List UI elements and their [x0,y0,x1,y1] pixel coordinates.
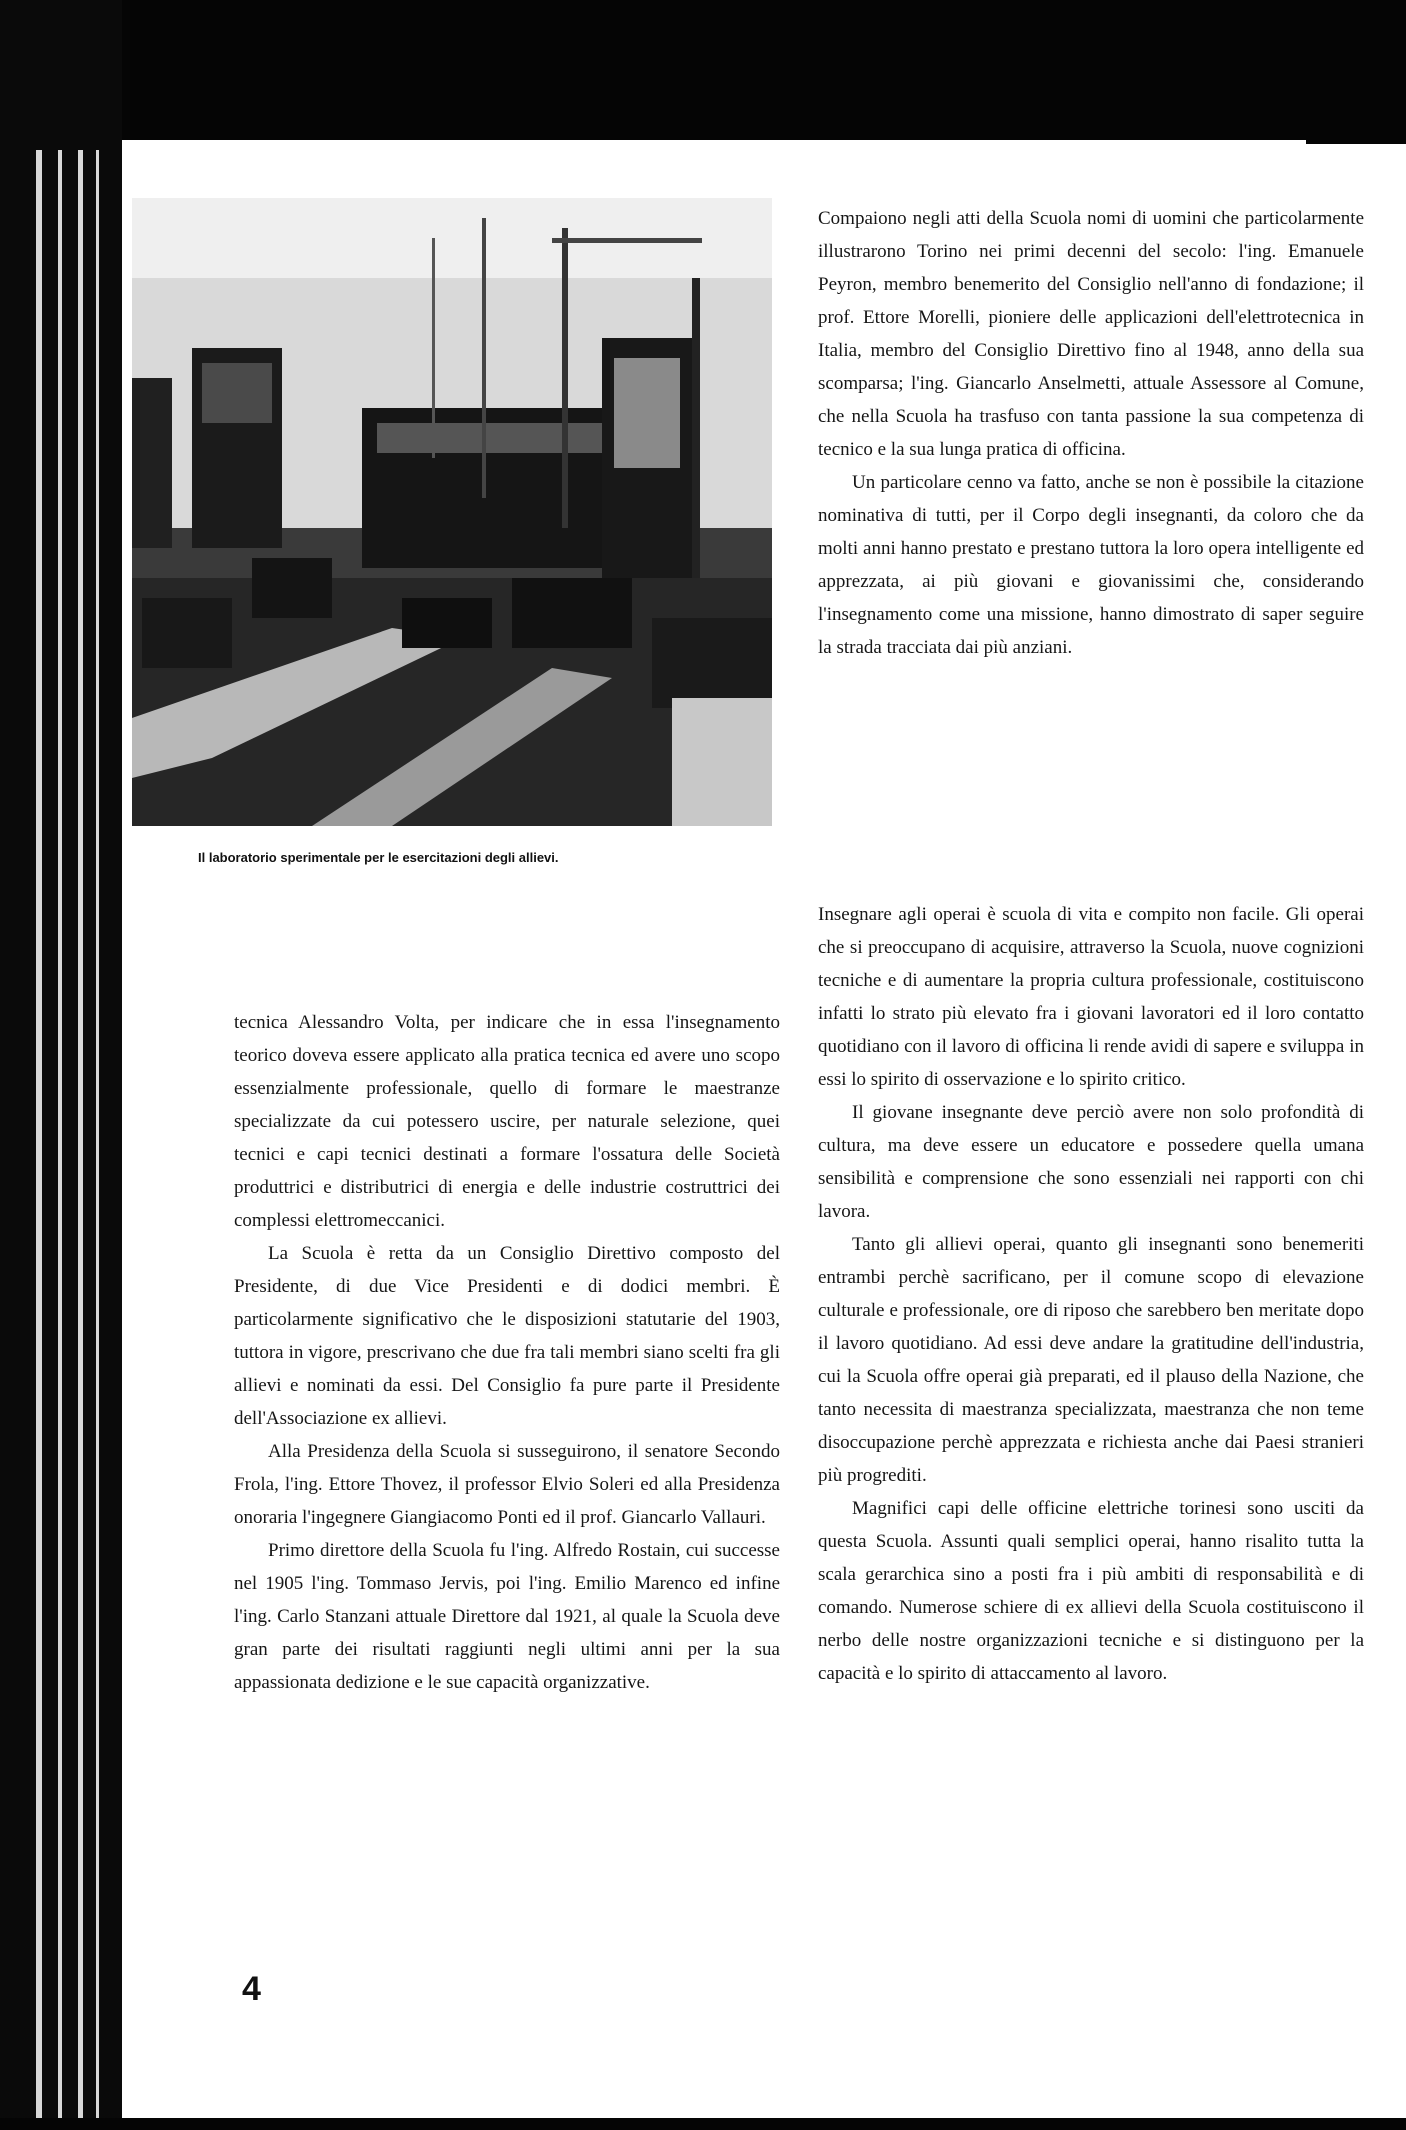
paragraph: La Scuola è retta da un Consiglio Direttivo composto del Presidente, di due Vice Presidenti e di dodici membri. È particolarmente significativo che le disposizioni statutarie del 1903, tuttora in vigore, prescrivano che due fra tali membri siano scelti fra gli allievi e nominati da essi. Del Consiglio fa pure parte il Presidente dell'Associazione ex allievi. [234,1243,780,1429]
paragraph: Compaiono negli atti della Scuola nomi di uomini che particolarmente illustrarono Torino nei primi decenni del secolo: l'ing. Emanuele Peyron, membro benemerito del Consiglio nell'anno di fondazione; il prof. Ettore Morelli, pioniere delle applicazioni dell'elettrotecnica in Italia, membro del Consiglio Direttivo fino al 1948, anno della sua scomparsa; l'ing. Giancarlo Anselmetti, attuale Assessore al Comune, che nella Scuola ha trasfuso con tanta passione la sua competenza di tecnico e la sua lunga pratica di officina. [818,208,1364,460]
paragraph: Il giovane insegnante deve perciò avere non solo profondità di cultura, ma deve essere un educatore e possedere quella umana sensibilità e comprensione che sono essenziali nei rapporti con chi lavora. [818,1102,1364,1222]
page-number: 4 [242,1970,261,2008]
paragraph: Un particolare cenno va fatto, anche se non è possibile la citazione nominativa di tutti, per il Corpo degli insegnanti, da coloro che da molti anni hanno prestato e prestano tuttora la loro opera intelligente ed apprezzata, ai più giovani e giovanissimi che, considerando l'insegnamento come una missione, hanno dimostrato di saper seguire la strada tracciata dai più anziani. [818,472,1364,658]
paragraph: Primo direttore della Scuola fu l'ing. Alfredo Rostain, cui successe nel 1905 l'ing. Tommaso Jervis, poi l'ing. Emilio Marenco ed infine l'ing. Carlo Stanzani attuale Direttore dal 1921, al quale la Scuola deve gran parte dei risultati raggiunti negli ultimi anni per la sua appassionata dedizione e le sue capacità organizzative. [234,1540,780,1693]
paragraph: Insegnare agli operai è scuola di vita e compito non facile. Gli operai che si preoccupano di acquisire, attraverso la Scuola, nuove cognizioni tecniche e di aumentare la propria cultura professionale, costituiscono infatti lo strato più elevato fra i giovani lavoratori ed il loro contatto quotidiano con il lavoro di officina li rende avidi di sapere e sviluppa in essi lo spirito di osservazione e lo spirito critico. [818,904,1364,1090]
right-column-top [818,202,1364,664]
laboratory-photo [132,198,772,826]
paragraph: tecnica Alessandro Volta, per indicare che in essa l'insegnamento teorico doveva essere applicato alla pratica tecnica ed avere uno scopo essenzialmente professionale, quello di formare le maestranze specializzate da cui potessero uscire, per naturale selezione, quei tecnici e capi tecnici destinati a formare l'ossatura delle Società produttrici e distributrici di energia e delle industrie costruttrici dei complessi elettromeccanici. [234,1012,780,1231]
left-column-bottom [234,1006,780,1699]
paragraph: Tanto gli allievi operai, quanto gli insegnanti sono benemeriti entrambi perchè sacrificano, per il comune scopo di elevazione culturale e professionale, ore di riposo che sarebbero ben meritate dopo il lavoro quotidiano. Ad essi deve andare la gratitudine dell'industria, cui la Scuola offre operai già preparati, ed il plauso della Nazione, che tanto necessita di maestranza specializzata, maestranza che non teme disoccupazione perchè apprezzata e richiesta anche dai Paesi stranieri più progrediti. [818,1234,1364,1486]
scan-border-left [0,0,122,2130]
paragraph: Magnifici capi delle officine elettriche torinesi sono usciti da questa Scuola. Assunti quali semplici operai, hanno risalito tutta la scala gerarchica sino a posti fra i più ambiti di responsabilità e di comando. Numerose schiere di ex allievi della Scuola costituiscono il nerbo delle nostre organizzazioni tecniche e si distinguono per la capacità e lo spirito di attaccamento al lavoro. [818,1498,1364,1684]
document-page [122,150,1406,2118]
photo-caption: Il laboratorio sperimentale per le esercitazioni degli allievi. [198,850,559,865]
laboratory-photo-drawing [132,198,772,826]
scan-border-top [0,0,1406,140]
right-column-bottom [818,898,1364,1690]
scan-border-right-tab [1306,130,1406,144]
paragraph: Alla Presidenza della Scuola si susseguirono, il senatore Secondo Frola, l'ing. Ettore Thovez, il professor Elvio Soleri ed alla Presidenza onoraria l'ingegnere Giangiacomo Ponti ed il prof. Giancarlo Vallauri. [234,1441,780,1528]
scan-border-bottom [0,2118,1406,2130]
